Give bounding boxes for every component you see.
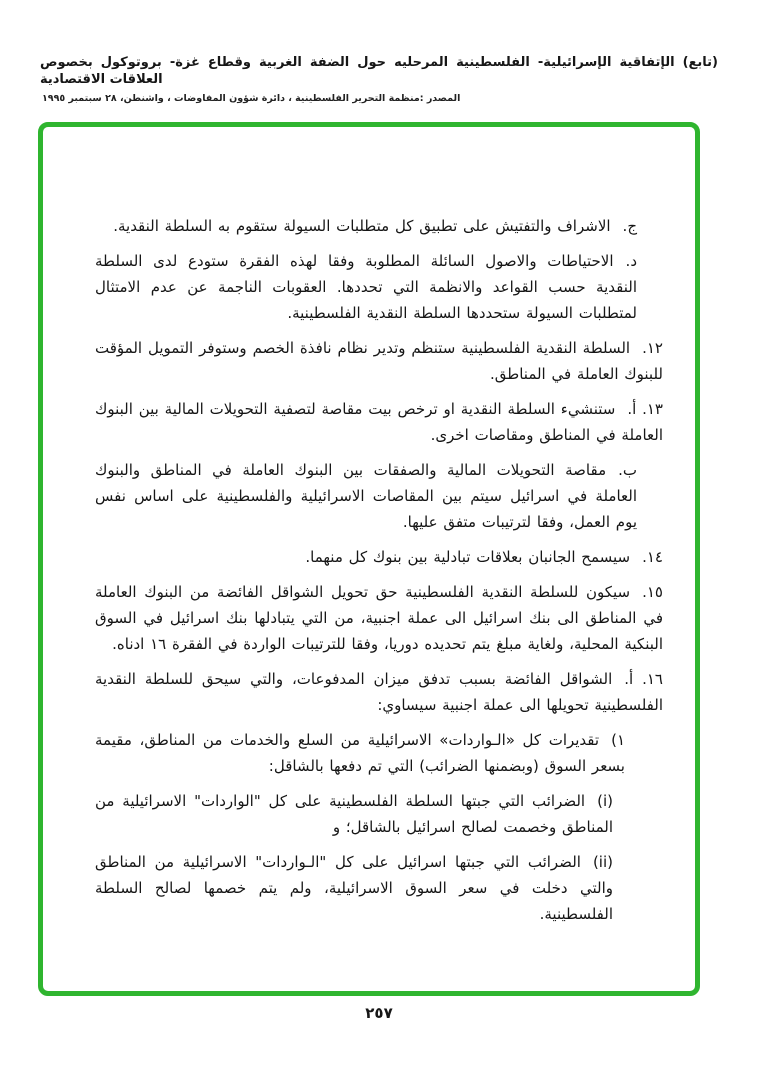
item-text: الشواقل الفائضة بسبب تدفق ميزان المدفوعات، والتي سيحق للسلطة النقدية الفلسطينية تحويلها الى عملة اجنبية سيساوي: (95, 670, 663, 714)
item-text: سيكون للسلطة النقدية الفلسطينية حق تحويل الشواقل الفائضة من البنوك العاملة في المناطق الى بنك اسرائيل الى عملة اجنبية، من التي يتبادلها بنك اسرائيل في السوق البنكية المحلية، ولغاية مبلغ يتم تحديده دوريا، وفقا للترتيبات الواردة في الفقرة ١٦ ادناه. (95, 583, 663, 653)
document-body (43, 127, 695, 966)
item-marker: ١٦. أ. (624, 670, 663, 688)
item-text: مقاصة التحويلات المالية والصفقات بين البنوك العاملة في المناطق والبنوك العاملة في اسرائيل سيتم بين المقاصات الاسرائيلية والفلسطينية على اساس نفس يوم العمل، وفقا لترتيبات متفق عليها. (95, 461, 637, 531)
item-text: الضرائب التي جبتها اسرائيل على كل "الـواردات" الاسرائيلية من المناطق والتي دخلت في سعر السوق الاسرائيلية، ولم يتم خصمها لصالح السلطة الفلسطينية. (95, 853, 613, 923)
item-text: تقديرات كل «الـواردات» الاسرائيلية من السلع والخدمات من المناطق، مقيمة بسعر السوق (وبضمنها الضرائب) التي تم دفعها بالشاقل: (95, 731, 625, 775)
source-line: المصدر :منظمة التحرير الفلسطينية ، دائرة شؤون المفاوضات ، واشنطن، ٢٨ سبتمبر ١٩٩٥ (42, 93, 461, 104)
item-text: الضرائب التي جبتها السلطة الفلسطينية على كل "الواردات" الاسرائيلية من المناطق وخصمت لصالح اسرائيل بالشاقل؛ و (95, 792, 613, 836)
item-marker: د. (625, 252, 637, 270)
content-frame (38, 122, 700, 996)
item-marker: ١) (611, 731, 625, 749)
list-item (95, 788, 613, 840)
list-item (95, 579, 663, 657)
item-marker: ١٥. (642, 583, 663, 601)
item-marker: ١٢. (642, 339, 663, 357)
item-marker: ج. (622, 217, 637, 235)
item-text: الاحتياطات والاصول السائلة المطلوبة وفقا لهذه الفقرة ستودع لدى السلطة النقدية حسب القواعد والانظمة التي تحددها. العقوبات الناجمة عن عدم الامتثال لمتطلبات السيولة ستحددها السلطة النقدية الفلسطينية. (95, 252, 637, 322)
list-item (95, 544, 663, 570)
page-number: ٢٥٧ (365, 1004, 393, 1022)
item-text: ستنشيء السلطة النقدية او ترخص بيت مقاصة لتصفية التحويلات المالية بين البنوك العاملة في المناطق ومقاصات اخرى. (95, 400, 663, 444)
page-header-title: (تابع) الإتفاقية الإسرائيلية- الفلسطينية المرحليه حول الضفة الغربية وقطاع غزة- بروتوكول بخصوص العلاقات الاقتصادية (40, 55, 718, 87)
list-item (95, 727, 625, 779)
list-item (95, 396, 663, 448)
item-text: الاشراف والتفتيش على تطبيق كل متطلبات السيولة ستقوم به السلطة النقدية. (113, 217, 611, 235)
list-item (95, 849, 613, 927)
item-marker: (i) (597, 792, 613, 810)
list-item (95, 335, 663, 387)
list-item (95, 213, 637, 239)
item-marker: ١٣. أ. (627, 400, 663, 418)
list-item (95, 248, 637, 326)
list-item (95, 457, 637, 535)
item-text: سيسمح الجانبان بعلاقات تبادلية بين بنوك كل منهما. (305, 548, 631, 566)
item-text: السلطة النقدية الفلسطينية ستنظم وتدير نظام نافذة الخصم وستوفر التمويل المؤقت للبنوك العاملة في المناطق. (95, 339, 663, 383)
item-marker: (ii) (592, 853, 613, 871)
item-marker: ١٤. (642, 548, 663, 566)
list-item (95, 666, 663, 718)
item-marker: ب. (618, 461, 637, 479)
